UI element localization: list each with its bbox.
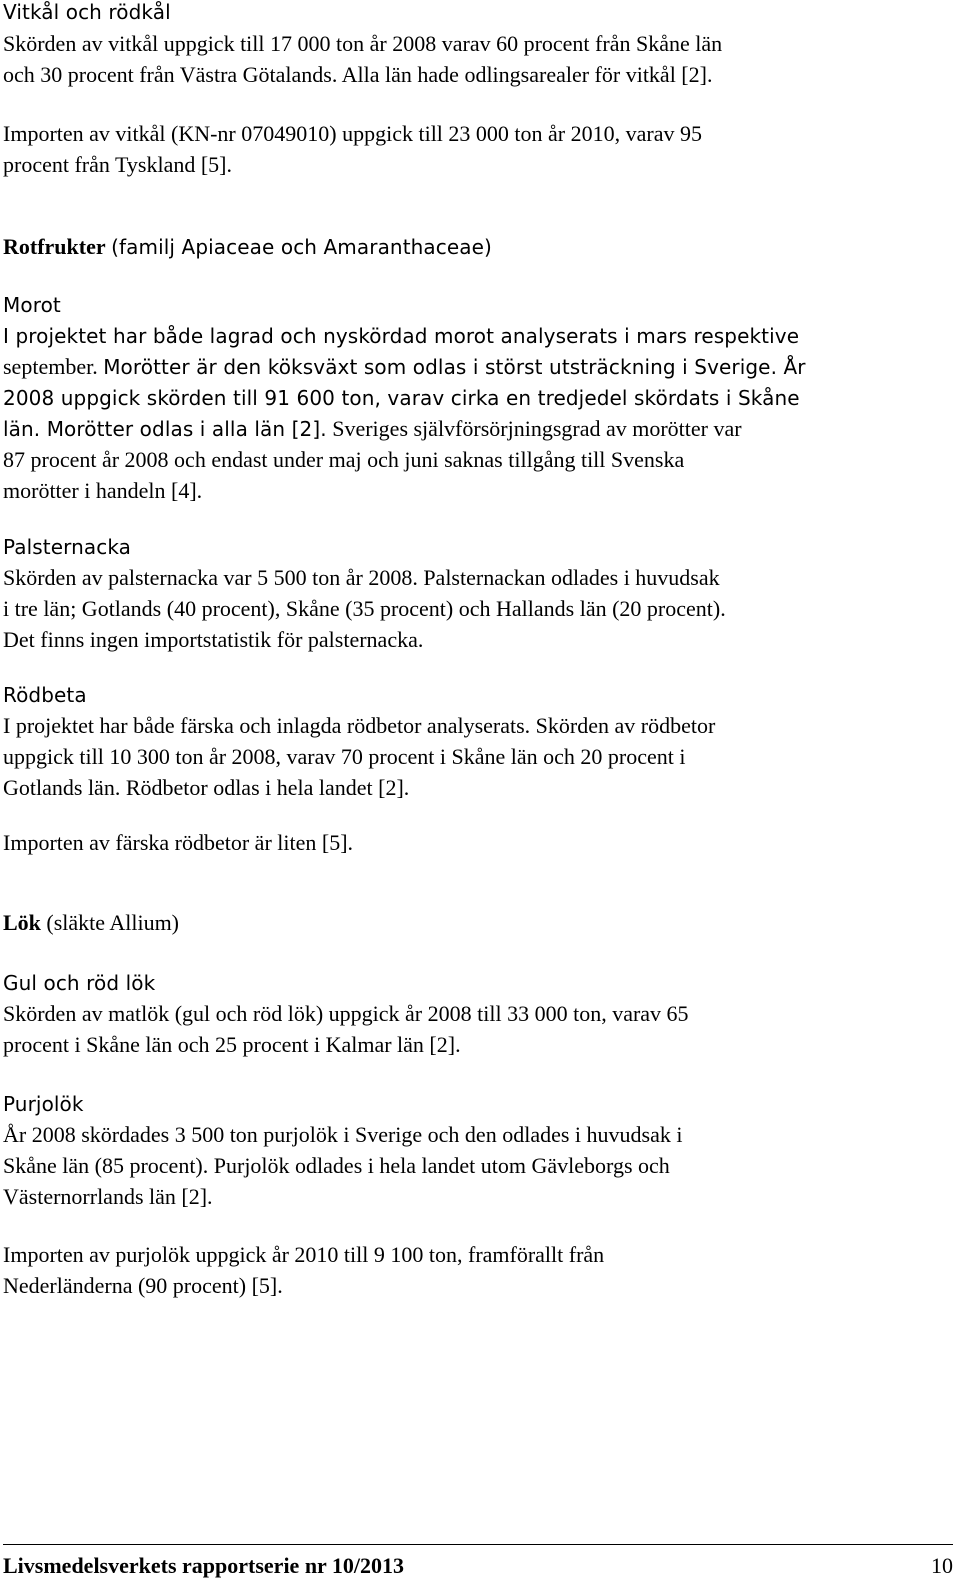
paragraph-line: i tre län; Gotlands (40 procent), Skåne (35 procent) och Hallands län (20 procent).: [3, 596, 726, 621]
paragraph-line: I projektet har både färska och inlagda rödbetor analyserats. Skörden av rödbetor: [3, 713, 716, 738]
heading-bold-part: Rotfrukter: [3, 234, 106, 259]
paragraph-line: År 2008 skördades 3 500 ton purjolök i Sverige och den odlades i huvudsak i: [3, 1122, 683, 1147]
paragraph-line: Skörden av palsternacka var 5 500 ton år 2008. Palsternackan odlades i huvudsak: [3, 565, 720, 590]
section-heading-rotfrukter: [3, 231, 492, 263]
heading-bold-part: Lök: [3, 910, 41, 935]
paragraph-line: Gotlands län. Rödbetor odlas i hela landet [2].: [3, 775, 410, 800]
footer-divider: [3, 1544, 953, 1545]
paragraph-line: Skörden av vitkål uppgick till 17 000 ton år 2008 varav 60 procent från Skåne län: [3, 31, 723, 56]
text-run: Morötter är den köksväxt som odlas i störst utsträckning i Sverige. År: [103, 355, 806, 379]
paragraph-line: Importen av färska rödbetor är liten [5].: [3, 830, 354, 855]
section-heading-vitkal: Vitkål och rödkål: [3, 0, 171, 24]
heading-rest-part: (släkte Allium): [46, 910, 180, 935]
paragraph-line: [3, 413, 742, 445]
paragraph-line: Skörden av matlök (gul och röd lök) uppgick år 2008 till 33 000 ton, varav 65: [3, 1001, 689, 1026]
subheading-purjolok: Purjolök: [3, 1092, 84, 1116]
footer-series-title: Livsmedelsverkets rapportserie nr 10/2013: [3, 1553, 405, 1578]
subheading-rodbeta: Rödbeta: [3, 683, 87, 707]
paragraph-line: 87 procent år 2008 och endast under maj och juni saknas tillgång till Svenska: [3, 447, 685, 472]
text-run: län. Morötter odlas i alla län [2].: [3, 417, 327, 441]
paragraph-line: 2008 uppgick skörden till 91 600 ton, varav cirka en tredjedel skördats i Skåne: [3, 386, 800, 410]
paragraph-line: Importen av vitkål (KN-nr 07049010) uppgick till 23 000 ton år 2010, varav 95: [3, 121, 702, 146]
footer-page-number: 10: [931, 1553, 953, 1578]
heading-rest-part: (familj Apiaceae och Amaranthaceae): [111, 235, 492, 259]
paragraph-line: procent från Tyskland [5].: [3, 152, 232, 177]
subheading-morot: Morot: [3, 293, 61, 317]
paragraph-line: procent i Skåne län och 25 procent i Kalmar län [2].: [3, 1032, 461, 1057]
section-heading-lok: [3, 907, 179, 939]
subheading-palsternacka: Palsternacka: [3, 535, 132, 559]
paragraph-line: Nederländerna (90 procent) [5].: [3, 1273, 283, 1298]
paragraph-line: Västernorrlands län [2].: [3, 1184, 213, 1209]
text-run: Sveriges självförsörjningsgrad av morötter var: [332, 416, 742, 441]
paragraph-line: Skåne län (85 procent). Purjolök odlades i hela landet utom Gävleborgs och: [3, 1153, 670, 1178]
paragraph-line: Det finns ingen importstatistik för palsternacka.: [3, 627, 424, 652]
text-run: september.: [3, 354, 98, 379]
paragraph-line: I projektet har både lagrad och nyskördad morot analyserats i mars respektive: [3, 324, 800, 348]
paragraph-line: Importen av purjolök uppgick år 2010 till 9 100 ton, framförallt från: [3, 1242, 605, 1267]
paragraph-line: morötter i handeln [4].: [3, 478, 203, 503]
paragraph-line: [3, 351, 806, 383]
subheading-gul-och-rod-lok: Gul och röd lök: [3, 971, 156, 995]
paragraph-line: och 30 procent från Västra Götalands. Alla län hade odlingsarealer för vitkål [2].: [3, 62, 713, 87]
paragraph-line: uppgick till 10 300 ton år 2008, varav 70 procent i Skåne län och 20 procent i: [3, 744, 686, 769]
